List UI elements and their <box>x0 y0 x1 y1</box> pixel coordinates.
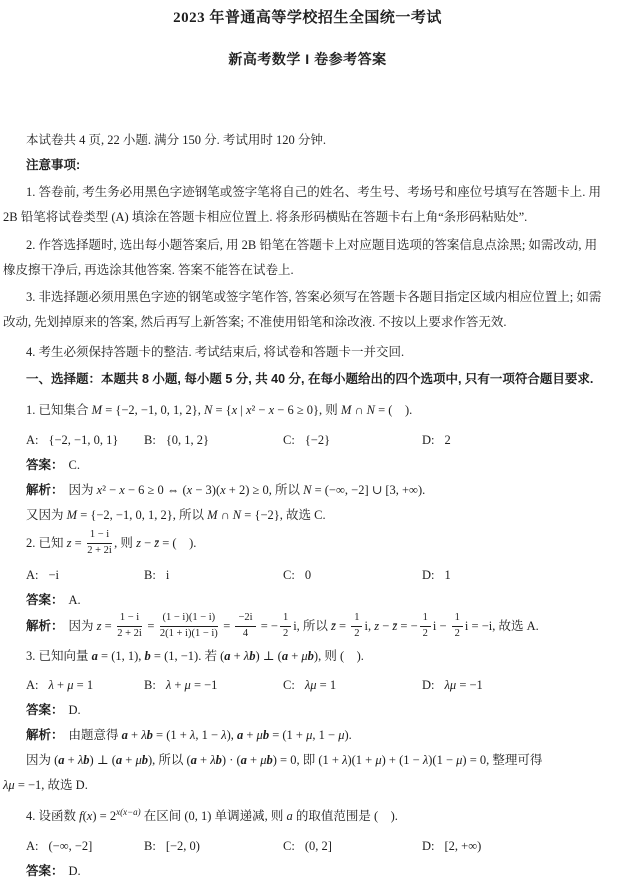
option-value: λ + μ = −1 <box>165 678 218 693</box>
option-label: A: <box>26 678 39 693</box>
option-value: i <box>165 568 170 583</box>
question-2-options <box>3 563 612 588</box>
option-value: 2 <box>444 433 451 447</box>
option-value: {−2, −1, 0, 1} <box>48 433 119 447</box>
notice-heading: 注意事项: <box>26 158 81 172</box>
option-value: 0 <box>304 568 312 583</box>
question-3-option-c <box>283 673 422 698</box>
analysis-text: 由题意得 a + λb = (1 + λ, 1 − λ), a + μb = (1 + μ, 1 − μ). <box>68 728 352 743</box>
option-label: D: <box>422 678 435 693</box>
question-1-option-b <box>144 428 283 453</box>
option-label: D: <box>422 433 435 447</box>
option-value: λμ = 1 <box>304 678 337 693</box>
exam-title: 2023 年普通高等学校招生全国统一考试 <box>173 10 442 26</box>
question-1-options <box>3 428 612 453</box>
option-value: (0, 2] <box>304 839 332 854</box>
question-3-answer <box>3 698 612 723</box>
question-4-option-a <box>26 834 144 859</box>
answer-label: 答案： <box>26 703 64 718</box>
section-heading: 一、选择题：本题共 8 小题, 每小题 5 分, 共 40 分, 在每小题给出的四个选项中, 只有一项符合题目要求. <box>26 372 594 386</box>
question-1-analysis-line-2: 又因为 M = {−2, −1, 0, 1, 2}, 所以 M ∩ N = {−2}, 故选 C. <box>26 508 326 522</box>
notice-item-1-line-2: 2B 铅笔将试卷类型 (A) 填涂在答题卡相应位置上. 将条形码横贴在答题卡右上角“条形码粘贴处”. <box>3 210 528 224</box>
option-label: B: <box>144 839 156 854</box>
option-label: C: <box>283 568 295 583</box>
answer-label: 答案： <box>26 458 64 472</box>
option-label: C: <box>283 433 295 447</box>
answer-value: A. <box>68 593 81 608</box>
option-label: D: <box>422 839 435 854</box>
question-2-stem: 2. 已知 z = $\frac{1 - i}{2 + 2i}$ , 则 z − z̄ = ( ). <box>26 529 197 556</box>
analysis-label: 解析： <box>26 483 64 497</box>
option-label: B: <box>144 433 156 447</box>
option-label: D: <box>422 568 435 583</box>
question-1-option-d <box>422 428 612 453</box>
exam-info: 本试卷共 4 页, 22 小题. 满分 150 分. 考试用时 120 分钟. <box>26 133 327 147</box>
question-3-analysis-line-3: λμ = −1, 故选 D. <box>3 778 88 793</box>
question-2-option-d <box>422 563 612 588</box>
option-value: {−2} <box>304 433 331 447</box>
question-4-option-b <box>144 834 283 859</box>
answer-value: D. <box>68 864 81 879</box>
notice-item-4: 4. 考生必须保持答题卡的整洁. 考试结束后, 将试卷和答题卡一并交回. <box>26 345 405 359</box>
analysis-text: 因为 z = $\frac{1 - i}{2 + 2i}$ = $\frac{(1 - i)(1 - i)}{2(1 + i)(1 - i)}$ = $\frac{-2i}{4}$ = − $\frac{1}{2}$ i, 所以 z̄ = $\frac{1}{2}$ i, z − z̄ = − $\frac{1}{2}$ i − $\frac{1}{2}$ i = −i, 故选 A. <box>68 612 539 639</box>
question-3-option-a <box>26 673 144 698</box>
option-label: A: <box>26 568 39 583</box>
question-3-options <box>3 673 612 698</box>
question-3-analysis-line-1 <box>3 723 612 748</box>
question-2-option-c <box>283 563 422 588</box>
option-value: [2, +∞) <box>444 839 482 854</box>
option-label: C: <box>283 678 295 693</box>
option-value: −i <box>48 568 60 583</box>
question-3-stem: 3. 已知向量 a = (1, 1), b = (1, −1). 若 (a + λb) ⊥ (a + μb), 则 ( ). <box>26 649 364 664</box>
question-1-stem: 1. 已知集合 M = {−2, −1, 0, 1, 2}, N = {x | x² − x − 6 ≥ 0}, 则 M ∩ N = ( ). <box>26 403 413 417</box>
option-value: (−∞, −2] <box>48 839 93 854</box>
notice-item-2-line-1: 2. 作答选择题时, 选出每小题答案后, 用 2B 铅笔在答题卡上对应题目选项的答案信息点涂黑; 如需改动, 用 <box>26 238 598 252</box>
option-value: {0, 1, 2} <box>165 433 210 447</box>
option-label: B: <box>144 678 156 693</box>
exam-subtitle: 新高考数学 I 卷参考答案 <box>228 51 387 67</box>
option-value: 1 <box>444 568 451 583</box>
question-1-option-c <box>283 428 422 453</box>
option-label: B: <box>144 568 156 583</box>
notice-item-2-line-2: 橡皮擦干净后, 再选涂其他答案. 答案不能答在试卷上. <box>3 263 294 277</box>
option-label: C: <box>283 839 295 854</box>
option-label: A: <box>26 433 39 447</box>
question-2-answer <box>3 588 612 613</box>
notice-item-3-line-2: 改动, 先划掉原来的答案, 然后再写上新答案; 不准使用铅笔和涂改液. 不按以上要求作答无效. <box>3 315 507 329</box>
notice-item-3-line-1: 3. 非选择题必须用黑色字迹的钢笔或签字笔作答, 答案必须写在答题卡各题目指定区域内相应位置上; 如需 <box>26 290 602 304</box>
question-2-option-a <box>26 563 144 588</box>
question-3-option-b <box>144 673 283 698</box>
question-1-answer <box>3 453 612 478</box>
notice-item-1-line-1: 1. 答卷前, 考生务必用黑色字迹钢笔或签字笔将自己的姓名、考生号、考场号和座位号填写在答题卡上. 用 <box>26 185 602 199</box>
question-3-analysis-line-2: 因为 (a + λb) ⊥ (a + μb), 所以 (a + λb) · (a + μb) = 0, 即 (1 + λ)(1 + μ) + (1 − λ)(1 − μ) = 0, 整理可得 <box>26 753 543 768</box>
question-3-option-d <box>422 673 612 698</box>
question-1-option-a <box>26 428 144 453</box>
question-4-answer <box>3 859 612 884</box>
question-4-stem: 4. 设函数 $f(x) = 2^{x(x-a)}$ 在区间 (0, 1) 单调递减, 则 a 的取值范围是 ( ). <box>26 807 398 824</box>
answer-value: C. <box>68 458 80 472</box>
option-label: A: <box>26 839 39 854</box>
analysis-label: 解析： <box>26 619 64 634</box>
option-value: λμ = −1 <box>444 678 483 693</box>
answer-label: 答案： <box>26 864 64 879</box>
analysis-text: 因为 x² − x − 6 ≥ 0 ⇔ (x − 3)(x + 2) ≥ 0, 所以 N = (−∞, −2] ∪ [3, +∞). <box>68 483 426 497</box>
option-value: λ + μ = 1 <box>48 678 94 693</box>
analysis-label: 解析： <box>26 728 64 743</box>
question-2-option-b <box>144 563 283 588</box>
question-4-options <box>3 834 612 859</box>
question-2-analysis-line-1 <box>3 613 612 641</box>
question-1-analysis-line-1 <box>3 478 612 503</box>
answer-value: D. <box>68 703 81 718</box>
question-4-option-c <box>283 834 422 859</box>
option-value: [−2, 0) <box>165 839 200 854</box>
question-4-option-d <box>422 834 612 859</box>
answer-label: 答案： <box>26 593 64 608</box>
